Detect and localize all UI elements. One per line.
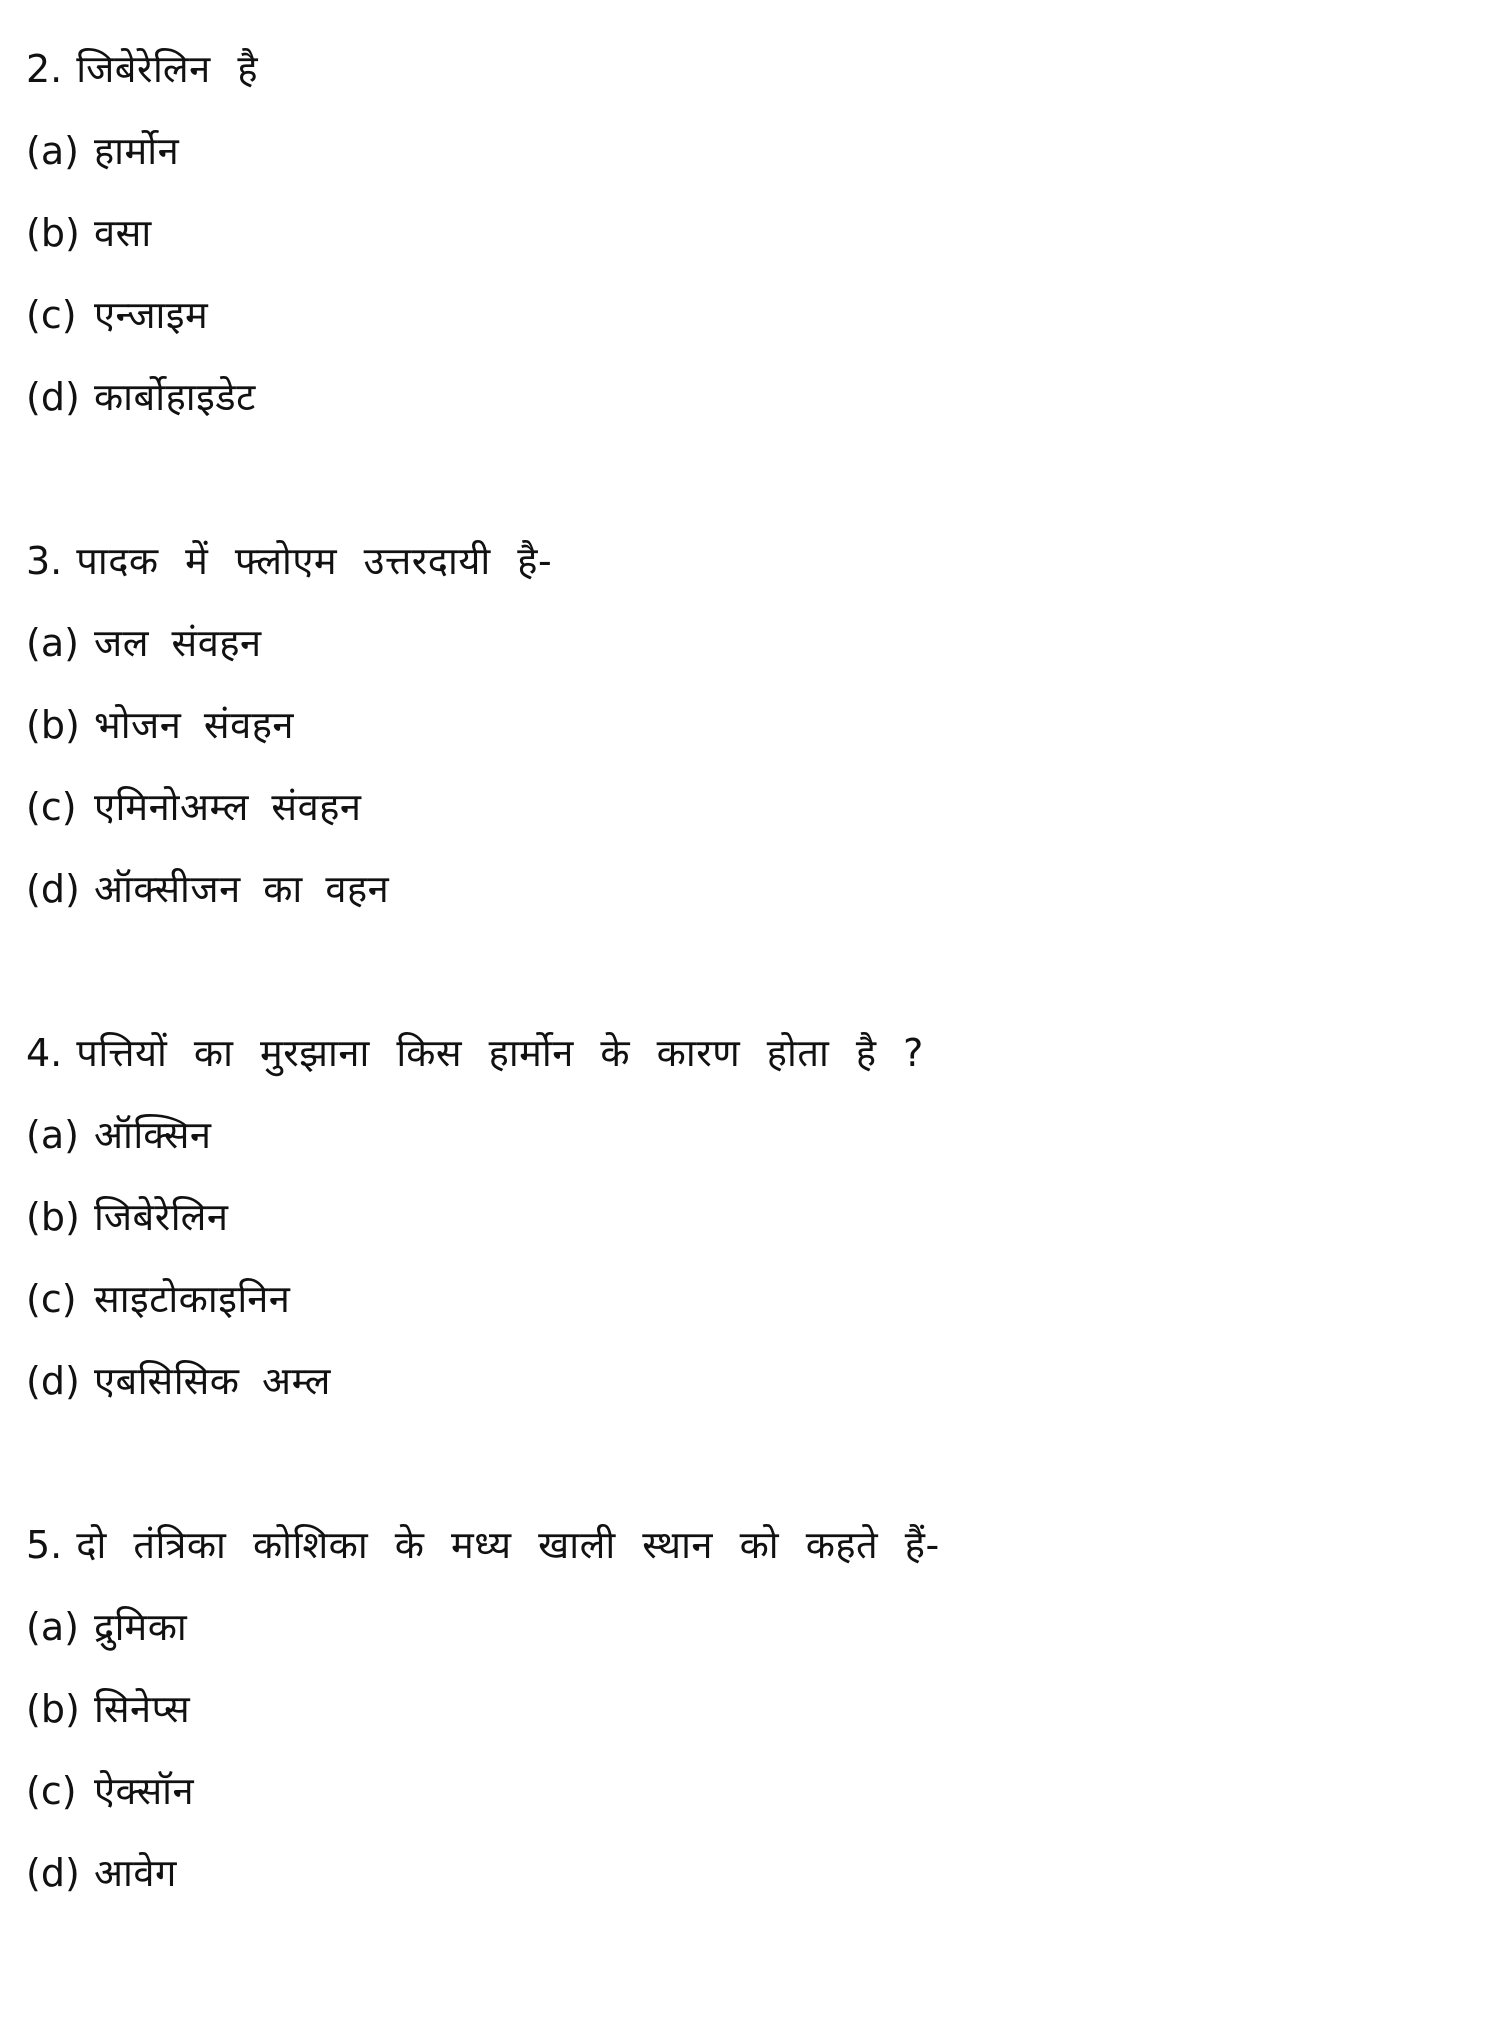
option-label: (d) [26,1359,80,1403]
option-label: (b) [26,1195,80,1239]
option-b [26,1668,1466,1750]
question-5 [26,1504,1466,1914]
option-c [26,1258,1466,1340]
option-label: (b) [26,1687,80,1731]
option-label: (d) [26,867,80,911]
option-label: (c) [26,785,77,829]
question-2 [26,28,1466,438]
option-text: ऑक्सिन [94,1113,212,1157]
question-line [26,28,1466,110]
option-a [26,1586,1466,1668]
spacer [26,438,1466,520]
option-text: आवेग [94,1851,177,1895]
option-label: (c) [26,1277,77,1321]
option-d [26,1832,1466,1914]
option-c [26,766,1466,848]
question-text: जिबेरेलिन है [76,47,258,91]
option-d [26,1340,1466,1422]
option-text: सिनेप्स [94,1687,191,1731]
question-3 [26,520,1466,930]
option-text: वसा [94,211,152,255]
option-label: (a) [26,1605,79,1649]
option-c [26,1750,1466,1832]
option-label: (b) [26,211,80,255]
option-a [26,602,1466,684]
spacer [26,930,1466,1012]
option-text: हार्मोन [94,129,180,173]
option-text: कार्बोहाइडेट [94,375,256,419]
option-label: (a) [26,1113,79,1157]
option-text: ऑक्सीजन का वहन [94,867,390,911]
option-text: साइटोकाइनिन [94,1277,291,1321]
option-label: (c) [26,1769,77,1813]
option-text: द्रुमिका [94,1605,188,1649]
question-text: दो तंत्रिका कोशिका के मध्य खाली स्थान को कहते हैं- [76,1523,940,1567]
option-text: एमिनोअम्ल संवहन [94,785,362,829]
option-label: (c) [26,293,77,337]
question-number: 3. [26,539,63,583]
option-a [26,1094,1466,1176]
question-number: 2. [26,47,63,91]
option-b [26,1176,1466,1258]
option-label: (d) [26,375,80,419]
option-text: जिबेरेलिन [94,1195,229,1239]
option-text: जल संवहन [94,621,262,665]
option-text: एबसिसिक अम्ल [94,1359,331,1403]
option-label: (a) [26,621,79,665]
option-label: (b) [26,703,80,747]
question-4 [26,1012,1466,1422]
question-line [26,1504,1466,1586]
option-d [26,848,1466,930]
question-line [26,1012,1466,1094]
option-label: (d) [26,1851,80,1895]
spacer [26,1422,1466,1504]
option-text: ऐक्सॉन [94,1769,195,1813]
option-b [26,684,1466,766]
question-text: पत्तियों का मुरझाना किस हार्मोन के कारण होता है ? [76,1031,924,1075]
question-line [26,520,1466,602]
question-number: 5. [26,1523,63,1567]
option-text: भोजन संवहन [94,703,295,747]
option-text: एन्जाइम [94,293,209,337]
document-page [26,28,1466,1914]
option-d [26,356,1466,438]
question-text: पादक में फ्लोएम उत्तरदायी है- [76,539,553,583]
question-number: 4. [26,1031,63,1075]
option-label: (a) [26,129,79,173]
option-a [26,110,1466,192]
option-b [26,192,1466,274]
option-c [26,274,1466,356]
